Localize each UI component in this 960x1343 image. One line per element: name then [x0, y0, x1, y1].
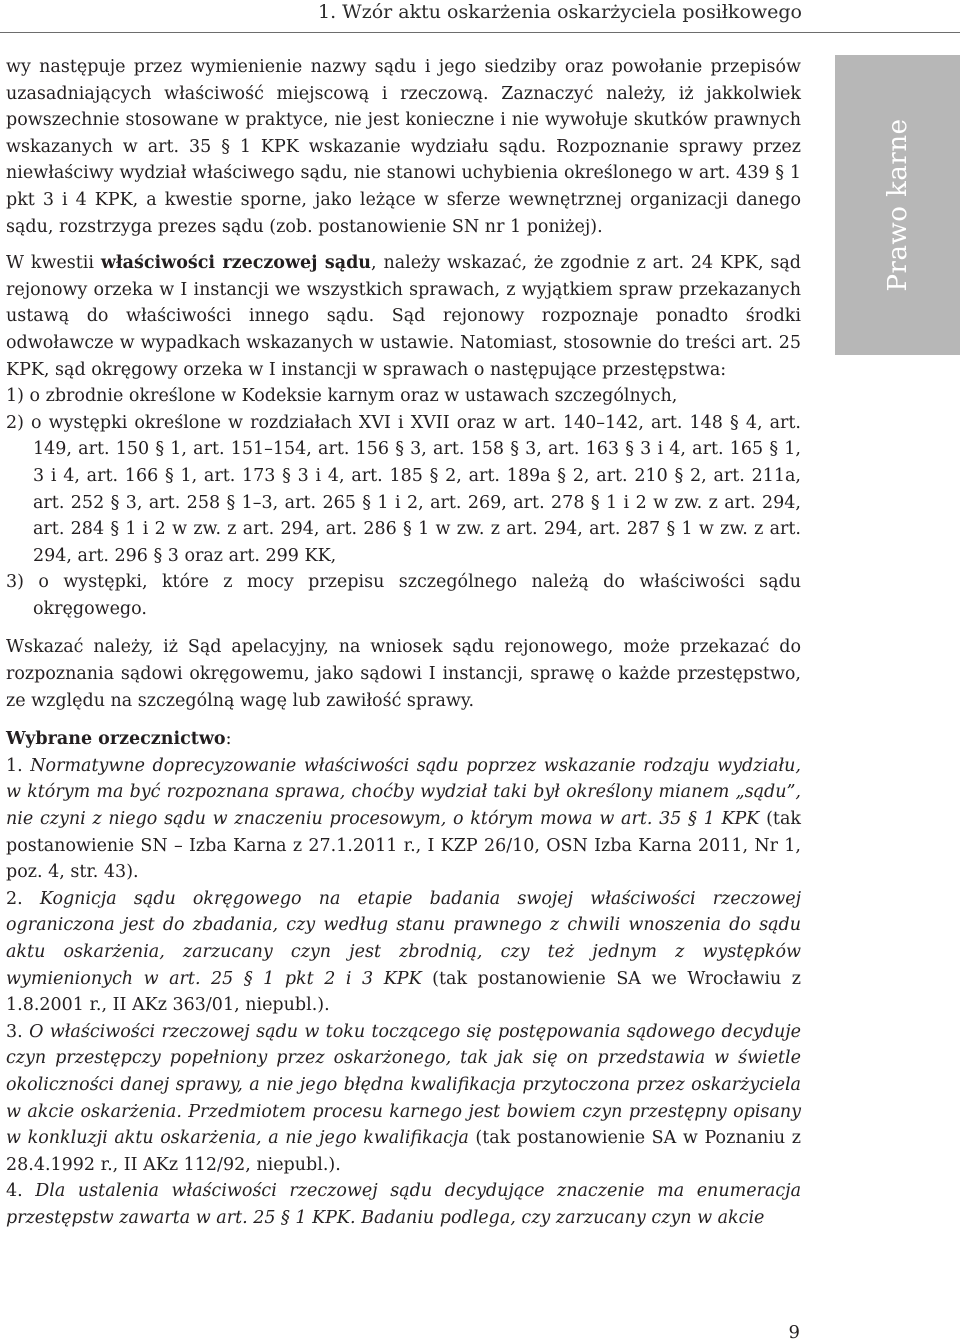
ruling-thesis: O właściwości rzeczowej sądu w toku toczącego się postępowania sądowego decyduje czyn przestępczy popełniony przez oskarżonego, tak jak się on przedstawia w świetle okoliczności danej sprawy, a nie jego błędna kwalifikacja przytoczona przez oskarżyciela w akcie oskarżenia. Przedmiotem procesu karnego jest bowiem czyn przestępny opisany w konkluzji aktu oskarżenia, a nie jego kwalifikacja [6, 1021, 802, 1149]
page-content [6, 54, 801, 1232]
side-tab-label: Prawo karne [882, 118, 913, 292]
list-item: 2) o występki określone w rozdziałach XVI i XVII oraz w art. 140–142, art. 148 § 4, art. 149, art. 150 § 1, art. 151–154, art. 156 § 3, art. 158 § 3, art. 163 § 3 i 4, art. 165 § 1, 3 i 4, art. 166 § 1, art. 173 § 3 i 4, art. 185 § 2, art. 189a § 2, art. 210 § 2, art. 211a, art. 252 § 3, art. 258 § 1–3, art. 265 § 1 i 2, art. 269, art. 278 § 1 i 2 w zw. z art. 294, art. 284 § 1 i 2 w zw. z art. 294, art. 286 § 1 w zw. z art. 294, art. 287 § 1 w zw. z art. 294, art. 296 § 3 oraz art. 299 KK, [6, 412, 801, 566]
paragraph-2-emphasis: właściwości rzeczowej sądu [100, 253, 372, 274]
ruling-number: 1. [6, 755, 31, 776]
list-item: 3) o występki, które z mocy przepisu szczególnego należą do właściwości sądu okręgowego. [6, 572, 801, 619]
ruling-thesis: Dla ustalenia właściwości rzeczowej sądu decydujące znaczenie ma enumeracja przestępstw zawarta w art. 25 § 1 KPK. Badaniu podlega, czy zarzucany czyn w akcie [6, 1181, 802, 1228]
paragraph-1: wy następuje przez wymienienie nazwy sądu i jego siedziby oraz powołanie przepisów uzasadniających właściwość miejscową i rzeczową. Zaznaczyć należy, iż jakkolwiek powszechnie stosowane w praktyce, nie jest konieczne i nie wywołuje skutków prawnych wskazanych w art. 35 § 1 KPK wskazanie wydziału sądu. Rozpoznanie sprawy przez niewłaściwy wydział właściwego sądu, nie stanowi uchybienia określonego w art. 439 § 1 pkt 3 i 4 KPK, a kwestie sporne, jako leżące w sferze wewnętrznej organizacji danego sądu, rozstrzyga prezes sądu (zob. postanowienie SN nr 1 poniżej). [6, 57, 801, 237]
page-number: 9 [788, 1322, 800, 1343]
paragraph-3: Wskazać należy, iż Sąd apelacyjny, na wniosek sądu rejonowego, może przekazać do rozpoznania sądowi okręgowemu, jako sądowi I instancji, sprawę o każde przestępstwo, ze względu na szczególną wagę lub zawiłość sprawy. [6, 637, 801, 711]
offence-list [6, 383, 801, 622]
ruling-number: 4. [6, 1181, 36, 1202]
section-side-tab [835, 55, 960, 355]
paragraph-2-lead: W kwestii [6, 253, 101, 274]
ruling-thesis: Normatywne doprecyzowanie właściwości sądu poprzez wskazanie rodzaju wydziału, w którym ma być rozpoznana sprawa, choćby wydział taki był określony mianem „sądu”, nie czyni z niego sądu w znaczeniu procesowym, o którym mowa w art. 35 § 1 KPK [6, 755, 801, 830]
list-item: 1) o zbrodnie określone w Kodeksie karnym oraz w ustawach szczególnych, [6, 386, 678, 407]
header-title: 1. Wzór aktu oskarżenia oskarżyciela posiłkowego [318, 1, 802, 23]
header-rule [0, 32, 960, 33]
rulings-heading [6, 726, 801, 753]
ruling-thesis: Kognicja sądu okręgowego na etapie badania swojej właściwości rzeczowej ograniczona jest do zbadania, czy według stanu prawnego z chwili wnoszenia do sądu aktu oskarżenia, zarzucany czyn jest zbrodnią, czy też jednym z występków wymienionych w art. 25 § 1 pkt 2 i 3 KPK [6, 888, 801, 989]
ruling-2 [6, 886, 801, 1019]
ruling-number: 3. [6, 1021, 30, 1042]
ruling-3 [6, 1019, 801, 1179]
paragraph-2 [6, 250, 801, 383]
ruling-citation: (tak postanowienie SA we Wrocławiu z 1.8.2001 r., II AKz 363/01, niepubl.). [6, 968, 801, 1016]
ruling-number: 2. [6, 888, 40, 909]
rulings-heading-label: Wybrane orzecznictwo [6, 729, 226, 750]
rulings-heading-colon: : [225, 729, 232, 750]
ruling-citation: (tak postanowienie SA w Poznaniu z 28.4.1992 r., II AKz 112/92, niepubl.). [6, 1128, 801, 1175]
running-header [0, 0, 960, 30]
paragraph-2-body: , należy wskazać, że zgodnie z art. 24 KPK, sąd rejonowy orzeka w I instancji we wszystkich sprawach, z wyjątkiem spraw przekazanych ustawą do właściwości innego sądu. Sąd rejonowy rozpoznaje ponadto środki odwoławcze w wypadkach wskazanych w ustawie. Natomiast, stosownie do treści art. 25 KPK, sąd okręgowy orzeka w I instancji w sprawach o następujące przestępstwa: [6, 253, 801, 380]
ruling-1 [6, 753, 801, 886]
ruling-4 [6, 1178, 801, 1231]
ruling-citation: (tak postanowienie SN – Izba Karna z 27.1.2011 r., I KZP 26/10, OSN Izba Karna 2011, Nr 1, poz. 4, str. 43). [6, 809, 801, 883]
